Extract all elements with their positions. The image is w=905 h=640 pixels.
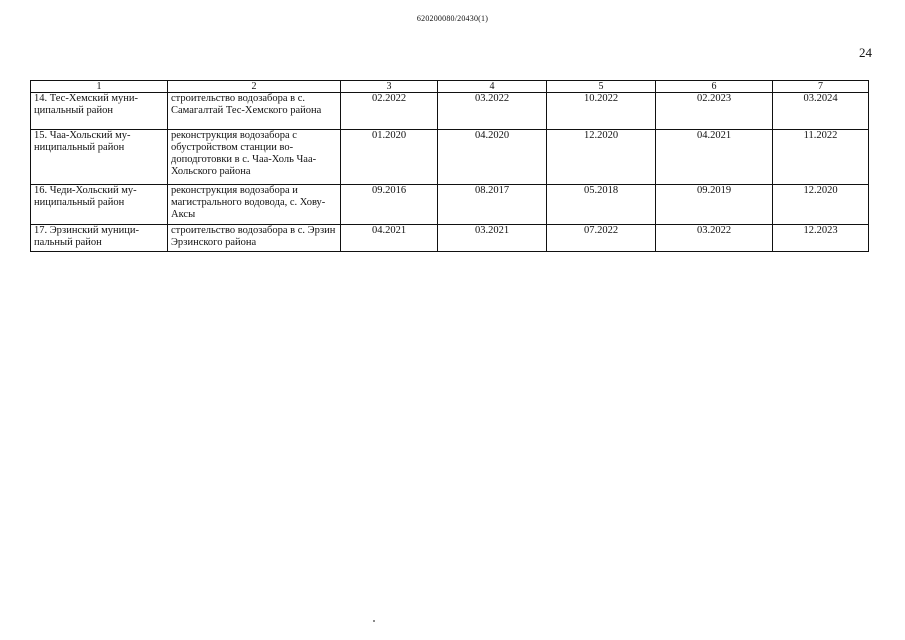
- table-row: [31, 130, 869, 185]
- date-cell: 04.2020: [438, 130, 547, 185]
- date-cell: 02.2023: [656, 93, 773, 130]
- table-row: [31, 185, 869, 225]
- date-cell: 12.2020: [773, 185, 869, 225]
- date-cell: 09.2016: [341, 185, 438, 225]
- column-header-5: 5: [547, 81, 656, 93]
- column-number-row: [31, 81, 869, 93]
- date-cell: 10.2022: [547, 93, 656, 130]
- column-header-2: 2: [168, 81, 341, 93]
- table-row: [31, 93, 869, 130]
- project-cell: строительство водозабора в с. Эрзин Эрзинского района: [168, 225, 341, 252]
- column-header-3: 3: [341, 81, 438, 93]
- date-cell: 11.2022: [773, 130, 869, 185]
- date-cell: 12.2023: [773, 225, 869, 252]
- date-cell: 07.2022: [547, 225, 656, 252]
- date-cell: 03.2021: [438, 225, 547, 252]
- date-cell: 12.2020: [547, 130, 656, 185]
- date-cell: 05.2018: [547, 185, 656, 225]
- scan-speck: [373, 620, 375, 622]
- date-cell: 01.2020: [341, 130, 438, 185]
- district-cell: 16. Чеди-Хольский му-ниципальный район: [31, 185, 168, 225]
- date-cell: 09.2019: [656, 185, 773, 225]
- date-cell: 03.2022: [438, 93, 547, 130]
- district-cell: 15. Чаа-Хольский му-ниципальный район: [31, 130, 168, 185]
- project-cell: реконструкция водозабора и магистрального водовода, с. Хову-Аксы: [168, 185, 341, 225]
- column-header-1: 1: [31, 81, 168, 93]
- date-cell: 08.2017: [438, 185, 547, 225]
- column-header-6: 6: [656, 81, 773, 93]
- date-cell: 03.2024: [773, 93, 869, 130]
- project-cell: реконструкция водозабора с обустройством станции во-доподготовки в с. Чаа-Холь Чаа-Хольского района: [168, 130, 341, 185]
- column-header-4: 4: [438, 81, 547, 93]
- schedule-table: [30, 80, 869, 252]
- project-cell: строительство водозабора в с. Самагалтай Тес-Хемского района: [168, 93, 341, 130]
- document-id: 620200080/20430(1): [416, 14, 489, 23]
- page-number: 24: [859, 45, 872, 60]
- district-cell: 14. Тес-Хемский муни-ципальный район: [31, 93, 168, 130]
- date-cell: 03.2022: [656, 225, 773, 252]
- column-header-7: 7: [773, 81, 869, 93]
- table-row: [31, 225, 869, 252]
- district-cell: 17. Эрзинский муници-пальный район: [31, 225, 168, 252]
- date-cell: 04.2021: [341, 225, 438, 252]
- date-cell: 02.2022: [341, 93, 438, 130]
- date-cell: 04.2021: [656, 130, 773, 185]
